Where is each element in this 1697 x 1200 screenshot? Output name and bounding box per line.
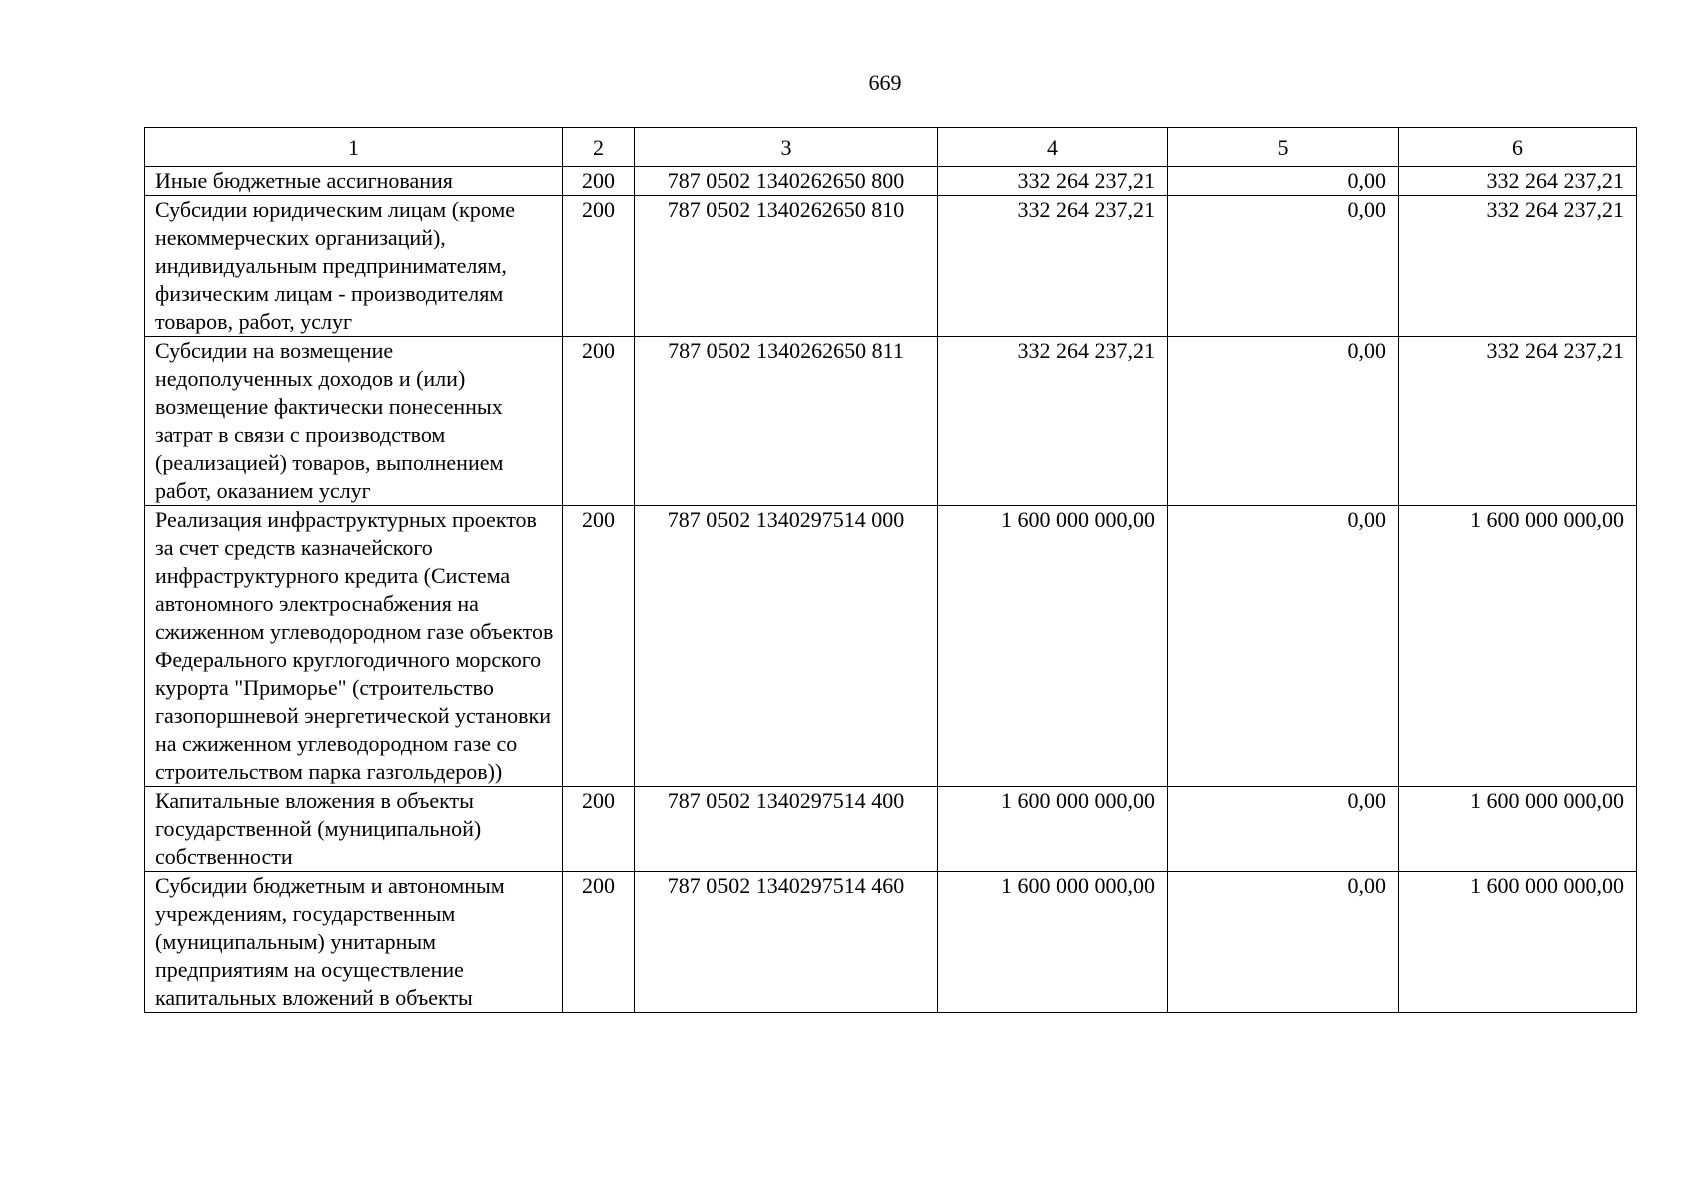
row-col6: 332 264 237,21 (1399, 167, 1637, 196)
table-row (145, 506, 1637, 787)
budget-table (144, 127, 1637, 1013)
row-name: Субсидии бюджетным и автономным учреждениям, государственным (муниципальным) унитарным предприятиям на осуществление капитальных вложений в объекты (145, 872, 563, 1013)
row-name: Капитальные вложения в объекты государственной (муниципальной) собственности (145, 787, 563, 872)
table-row (145, 167, 1637, 196)
row-kbk: 787 0502 1340262650 800 (635, 167, 938, 196)
header-row (145, 128, 1637, 167)
row-col4: 332 264 237,21 (938, 337, 1168, 506)
row-kbk: 787 0502 1340297514 000 (635, 506, 938, 787)
table-row (145, 196, 1637, 337)
column-header-5: 5 (1168, 128, 1399, 167)
row-col5: 0,00 (1168, 337, 1399, 506)
row-code: 200 (563, 787, 635, 872)
column-header-6: 6 (1399, 128, 1637, 167)
row-name: Реализация инфраструктурных проектов за счет средств казначейского инфраструктурного кредита (Система автономного электроснабжения на сжиженном углеводородном газе объектов Федерального круглогодичного морского курорта "Приморье" (строительство газопоршневой энергетической установки на сжиженном углеводородном газе со строительством парка газгольдеров)) (145, 506, 563, 787)
page-number: 669 (868, 70, 902, 95)
row-kbk: 787 0502 1340262650 810 (635, 196, 938, 337)
row-col4: 332 264 237,21 (938, 196, 1168, 337)
row-col5: 0,00 (1168, 167, 1399, 196)
row-code: 200 (563, 196, 635, 337)
row-kbk: 787 0502 1340262650 811 (635, 337, 938, 506)
row-code: 200 (563, 167, 635, 196)
column-header-1: 1 (145, 128, 563, 167)
row-col6: 1 600 000 000,00 (1399, 872, 1637, 1013)
row-name: Субсидии на возмещение недополученных доходов и (или) возмещение фактически понесенных затрат в связи с производством (реализацией) товаров, выполнением работ, оказанием услуг (145, 337, 563, 506)
row-name: Субсидии юридическим лицам (кроме некоммерческих организаций), индивидуальным предпринимателям, физическим лицам - производителям товаров, работ, услуг (145, 196, 563, 337)
row-col6: 1 600 000 000,00 (1399, 506, 1637, 787)
row-col4: 1 600 000 000,00 (938, 506, 1168, 787)
row-code: 200 (563, 872, 635, 1013)
column-header-3: 3 (635, 128, 938, 167)
row-col5: 0,00 (1168, 196, 1399, 337)
row-col4: 1 600 000 000,00 (938, 787, 1168, 872)
row-col4: 332 264 237,21 (938, 167, 1168, 196)
row-kbk: 787 0502 1340297514 400 (635, 787, 938, 872)
row-name: Иные бюджетные ассигнования (145, 167, 563, 196)
row-col5: 0,00 (1168, 506, 1399, 787)
table-row (145, 337, 1637, 506)
row-col5: 0,00 (1168, 787, 1399, 872)
row-col6: 332 264 237,21 (1399, 337, 1637, 506)
column-header-2: 2 (563, 128, 635, 167)
row-code: 200 (563, 337, 635, 506)
row-kbk: 787 0502 1340297514 460 (635, 872, 938, 1013)
column-header-4: 4 (938, 128, 1168, 167)
table-row (145, 872, 1637, 1013)
row-col4: 1 600 000 000,00 (938, 872, 1168, 1013)
table-row (145, 787, 1637, 872)
row-col6: 1 600 000 000,00 (1399, 787, 1637, 872)
row-code: 200 (563, 506, 635, 787)
row-col6: 332 264 237,21 (1399, 196, 1637, 337)
row-col5: 0,00 (1168, 872, 1399, 1013)
